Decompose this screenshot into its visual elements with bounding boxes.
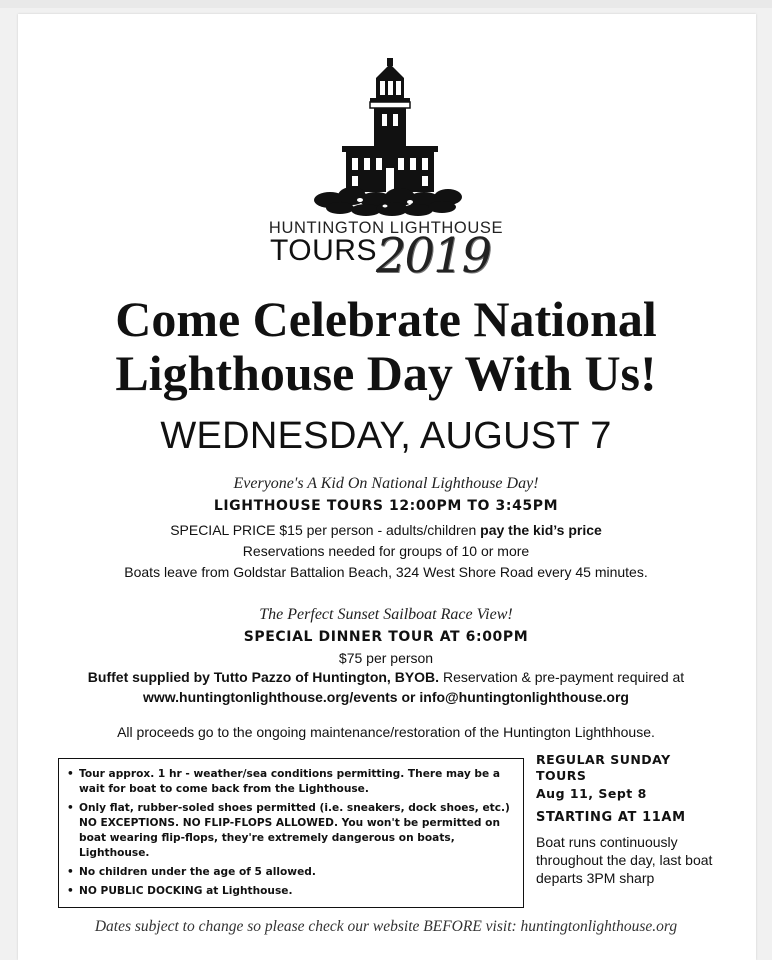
- dinner-buffet-bold: Buffet supplied by Tutto Pazzo of Huntington, BYOB.: [87, 669, 440, 685]
- dinner-price: $75 per person: [338, 650, 434, 666]
- page-top-border: [0, 0, 772, 8]
- event-date: WEDNESDAY, AUGUST 7: [160, 415, 612, 457]
- tours-tagline: Everyone's A Kid On National Lighthouse Day!: [233, 475, 539, 492]
- lighthouse-logo-icon: [290, 50, 490, 220]
- dinner-buffet: [0, 669, 772, 685]
- sunday-dates: Aug 11, Sept 8: [536, 786, 647, 801]
- proceeds-note: All proceeds go to the ongoing maintenance/restoration of the Huntington Lighthhouse.: [117, 724, 655, 740]
- headline: [0, 292, 772, 400]
- tours-price: [0, 522, 772, 538]
- sunday-tours: [536, 752, 746, 887]
- dinner-buffet-rest: Reservation & pre-payment required at: [439, 669, 685, 685]
- brand-tours: TOURS: [270, 234, 377, 267]
- sunday-start: STARTING AT 11AM: [536, 810, 686, 825]
- footer-note: Dates subject to change so please check our website BEFORE visit: huntingtonlighthouse.org: [94, 918, 678, 935]
- dinner-tagline: The Perfect Sunset Sailboat Race View!: [259, 606, 513, 623]
- tours-boats: Boats leave from Goldstar Battalion Beach, 324 West Shore Road every 45 minutes.: [124, 564, 648, 580]
- tours-price-emphasis: pay the kid’s price: [480, 522, 602, 538]
- tour-rules-box: [58, 758, 524, 908]
- sunday-run: Boat runs continuously throughout the day, last boat departs 3PM sharp: [536, 834, 713, 886]
- brand-year: 2019: [376, 228, 491, 284]
- rule-item: • Tour approx. 1 hr - weather/sea conditions permitting. There may be a wait for boat to come back from the Lighthouse.: [79, 767, 515, 797]
- dinner-links: www.huntingtonlighthouse.org/events or info@huntingtonlighthouse.org: [143, 689, 629, 705]
- brand-name: HUNTINGTON LIGHTHOUSE: [268, 219, 504, 237]
- sunday-heading-2: TOURS: [536, 768, 587, 783]
- rule-item: • No children under the age of 5 allowed.: [79, 865, 515, 880]
- headline-line-2: Lighthouse Day With Us!: [115, 345, 657, 401]
- tour-rules-list: [59, 759, 523, 899]
- tours-price-text: SPECIAL PRICE $15 per person - adults/children: [170, 522, 481, 538]
- tours-reservations: Reservations needed for groups of 10 or more: [242, 543, 530, 559]
- sunday-heading-1: REGULAR SUNDAY: [536, 752, 671, 767]
- rule-item: • NO PUBLIC DOCKING at Lighthouse.: [79, 884, 515, 899]
- dinner-title: SPECIAL DINNER TOUR AT 6:00PM: [243, 629, 529, 645]
- rule-item: • Only flat, rubber-soled shoes permitted (i.e. sneakers, dock shoes, etc.) NO EXCEPTIONS. NO FLIP-FLOPS ALLOWED. You won't be permitted on boat wearing flip-flops, they're extremely dangerous on boats, Lighthouse.: [79, 801, 515, 861]
- tours-hours: LIGHTHOUSE TOURS 12:00PM TO 3:45PM: [213, 498, 559, 514]
- headline-line-1: Come Celebrate National: [115, 291, 657, 347]
